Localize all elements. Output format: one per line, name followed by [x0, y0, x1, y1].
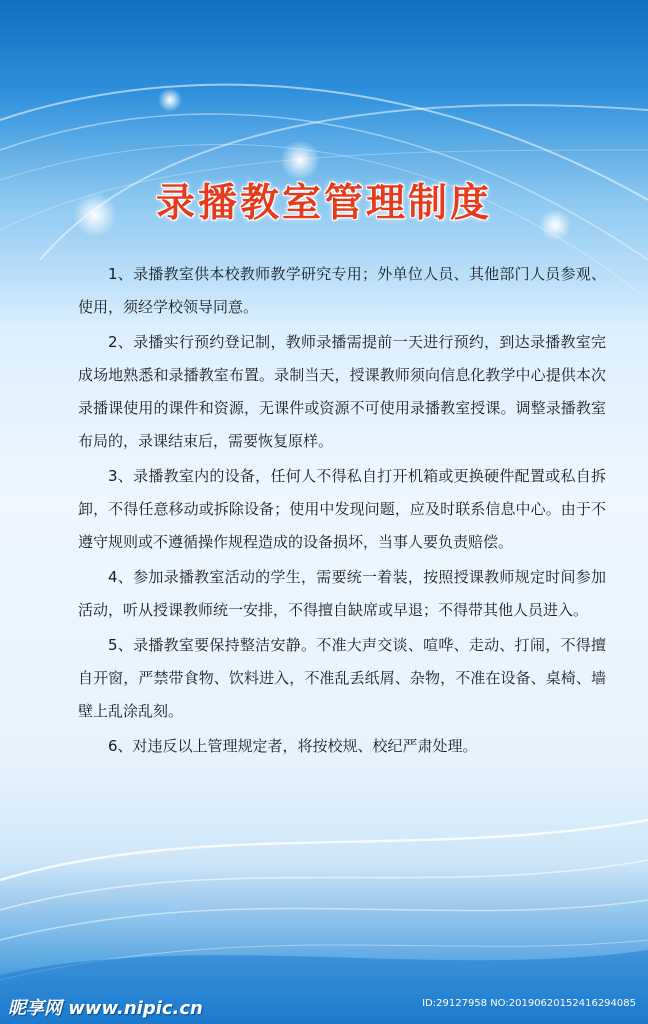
- page-title: 录播教室管理制度: [155, 181, 492, 226]
- rule-paragraph-5: 5、录播教室要保持整洁安静。不准大声交谈、喧哗、走动、打闹，不得擅自开窗，严禁带食物、饮料进入，不准乱丢纸屑、杂物，不准在设备、桌椅、墙壁上乱涂乱刻。: [78, 636, 606, 720]
- watermark-id: ID:29127958 NO:20190620152416294085: [422, 998, 636, 1009]
- rules-content: [78, 258, 606, 765]
- rule-paragraph-1: 1、录播教室供本校教师教学研究专用；外单位人员、其他部门人员参观、使用，须经学校领导同意。: [78, 265, 606, 316]
- rule-paragraph-3: 3、录播教室内的设备，任何人不得私自打开机箱或更换硬件配置或私自拆卸，不得任意移动或拆除设备；使用中发现问题，应及时联系信息中心。由于不遵守规则或不遵循操作规程造成的设备损坏，当事人要负责赔偿。: [78, 467, 606, 551]
- rule-paragraph-4: 4、参加录播教室活动的学生，需要统一着装，按照授课教师规定时间参加活动，听从授课教师统一安排，不得擅自缺席或早退；不得带其他人员进入。: [78, 568, 606, 619]
- watermark-site: 昵享网 www.nipic.cn: [8, 998, 203, 1019]
- rule-paragraph-2: 2、录播实行预约登记制，教师录播需提前一天进行预约，到达录播教室完成场地熟悉和录播教室布置。录制当天，授课教师须向信息化教学中心提供本次录播课使用的课件和资源，无课件或资源不可使用录播教室授课。调整录播教室布局的，录课结束后，需要恢复原样。: [78, 333, 606, 450]
- rule-paragraph-6: 6、对违反以上管理规定者，将按校规、校纪严肃处理。: [108, 737, 478, 755]
